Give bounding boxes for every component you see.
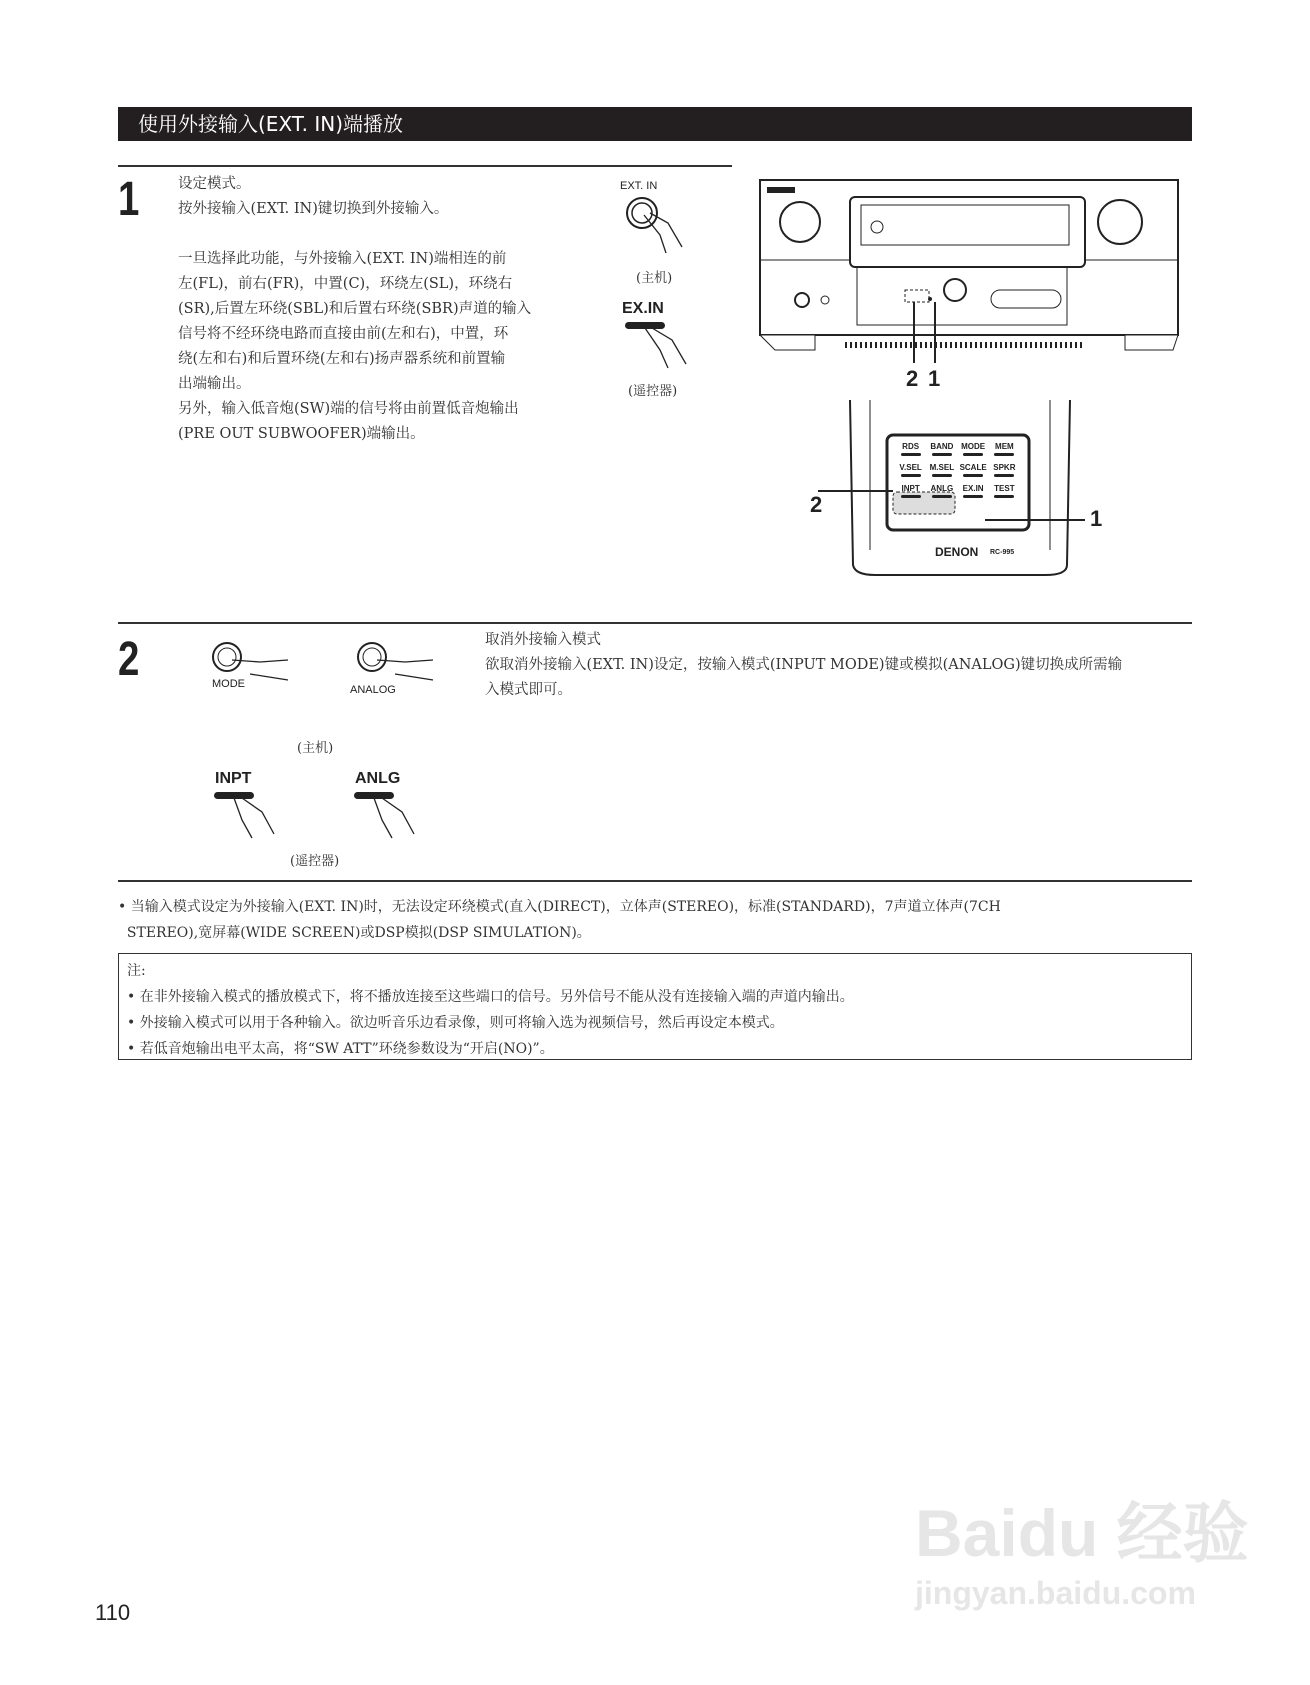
note-item: • 在非外接输入模式的播放模式下，将不播放连接至这些端口的信号。另外信号不能从没有连接输入端的声道内输出。 — [127, 989, 854, 1005]
remote-button-label: RDS — [902, 442, 920, 451]
hand-press-inpt-icon — [212, 790, 292, 840]
step1-para-line: 绕(左和右)和后置环绕(左和右)扬声器系统和前置输 — [178, 351, 506, 367]
receiver-front-panel-diagram — [755, 175, 1185, 395]
main-unit-caption: (主机) — [636, 271, 673, 286]
remote-button-key — [932, 474, 952, 477]
step1-line: 按外接输入(EXT. IN)键切换到外接输入。 — [178, 201, 449, 217]
remote-button-key — [963, 495, 983, 498]
step2-line: 入模式即可。 — [485, 682, 572, 698]
remote-button — [958, 463, 989, 477]
remote-button-key — [994, 474, 1014, 477]
remote-caption: (遥控器) — [290, 854, 340, 869]
remote-button-label: EX.IN — [962, 484, 984, 493]
remote-button — [989, 463, 1020, 477]
remote-button — [926, 463, 957, 477]
step2-line: 欲取消外接输入(EXT. IN)设定，按输入模式(INPUT MODE)键或模拟(ANALOG)键切换成所需输 — [485, 657, 1123, 673]
note-title: 注: — [127, 963, 146, 979]
remote-button — [926, 442, 957, 456]
remote-button-key — [901, 474, 921, 477]
watermark-logo — [915, 1480, 1249, 1612]
callout-line — [818, 490, 893, 492]
remote-button-label: M.SEL — [929, 463, 955, 472]
model-label: RC-995 — [990, 549, 1015, 556]
ext-in-label: EXT. IN — [620, 180, 658, 192]
mode-button-label: MODE — [212, 678, 245, 690]
remote-button — [895, 463, 926, 477]
section-title: 使用外接输入(EXT. IN)端播放 — [118, 107, 1192, 141]
remote-button-label: BAND — [930, 442, 954, 451]
remote-button — [958, 442, 989, 456]
hand-press-button-icon — [620, 195, 695, 260]
analog-button-label: ANALOG — [350, 684, 396, 696]
hand-press-anlg-icon — [352, 790, 432, 840]
remote-button-label: SPKR — [993, 463, 1016, 472]
step2-text — [485, 628, 1122, 703]
remote-button-label: MEM — [995, 442, 1014, 451]
remote-button — [989, 484, 1020, 498]
bullet-line: • 当输入模式设定为外接输入(EXT. IN)时，无法设定环绕模式(直入(DIRECT)，立体声(STEREO)，标准(STANDARD)，7声道立体声(7CH — [118, 899, 1001, 915]
remote-button — [926, 484, 957, 498]
remote-callout-1: 1 — [1090, 506, 1103, 531]
step1-para-line: (PRE OUT SUBWOOFER)端输出。 — [178, 426, 425, 442]
inpt-remote-label: INPT — [215, 770, 252, 787]
remote-button-label: SCALE — [959, 463, 987, 472]
remote-callout-2: 2 — [810, 492, 823, 517]
step1-para-line: 出端输出。 — [178, 376, 251, 392]
watermark-line: jingyan.baidu.com — [915, 1575, 1196, 1611]
step1-text — [178, 172, 531, 447]
note-item: • 外接输入模式可以用于各种输入。欲边听音乐边看录像，则可将输入选为视频信号，然后再设定本模式。 — [127, 1015, 784, 1031]
divider — [118, 880, 1192, 882]
divider — [118, 165, 732, 167]
remote-button-key — [932, 495, 952, 498]
callout-line — [985, 519, 1085, 521]
callout-2: 2 — [906, 366, 919, 391]
main-unit-caption: (主机) — [297, 741, 334, 756]
step1-para-line: 一旦选择此功能，与外接输入(EXT. IN)端相连的前 — [178, 251, 507, 267]
remote-button-key — [901, 453, 921, 456]
remote-button-key — [963, 474, 983, 477]
step-number: 2 — [118, 633, 140, 686]
watermark-line: Baidu 经验 — [915, 1496, 1249, 1570]
step1-para-line: 左(FL)，前右(FR)，中置(C)，环绕左(SL)，环绕右 — [178, 276, 513, 292]
callout-1: 1 — [928, 366, 941, 391]
remote-button-label: V.SEL — [899, 463, 922, 472]
remote-button-key — [901, 495, 921, 498]
bullet-line: STEREO),宽屏幕(WIDE SCREEN)或DSP模拟(DSP SIMULATION)。 — [118, 925, 591, 941]
hand-press-remote-icon — [620, 320, 700, 370]
ex-in-remote-label: EX.IN — [622, 300, 664, 317]
bullet-note — [118, 894, 1192, 946]
step1-para-line: (SR),后置左环绕(SBL)和后置右环绕(SBR)声道的输入 — [178, 301, 532, 317]
remote-button-key — [994, 495, 1014, 498]
step1-para-line: 另外，输入低音炮(SW)端的信号将由前置低音炮输出 — [178, 401, 519, 417]
note-item: • 若低音炮输出电平太高，将“SW ATT”环绕参数设为“开启(NO)”。 — [127, 1041, 554, 1057]
remote-button-key — [994, 453, 1014, 456]
step1-line: 设定模式。 — [178, 176, 251, 192]
remote-button-label: ANLG — [930, 484, 954, 493]
remote-button-key — [963, 453, 983, 456]
remote-button-label: TEST — [994, 484, 1015, 493]
remote-button-label: MODE — [961, 442, 986, 451]
step1-para-line: 信号将不经环绕电路而直接由前(左和右)，中置，环 — [178, 326, 509, 342]
divider — [118, 622, 1192, 624]
remote-button-key — [932, 453, 952, 456]
remote-button-grid — [895, 442, 1020, 498]
anlg-remote-label: ANLG — [355, 770, 401, 787]
page-number: 110 — [95, 1600, 131, 1625]
remote-button-label: INPT — [901, 484, 920, 493]
hand-press-analog-icon — [355, 640, 435, 685]
brand-logo: DENON — [935, 545, 979, 559]
step-number: 1 — [118, 173, 140, 226]
note-box — [118, 953, 1192, 1060]
step2-title: 取消外接输入模式 — [485, 632, 601, 648]
remote-button — [895, 442, 926, 456]
remote-button — [895, 484, 926, 498]
remote-caption: (遥控器) — [628, 384, 678, 399]
remote-button — [989, 442, 1020, 456]
remote-button — [958, 484, 989, 498]
